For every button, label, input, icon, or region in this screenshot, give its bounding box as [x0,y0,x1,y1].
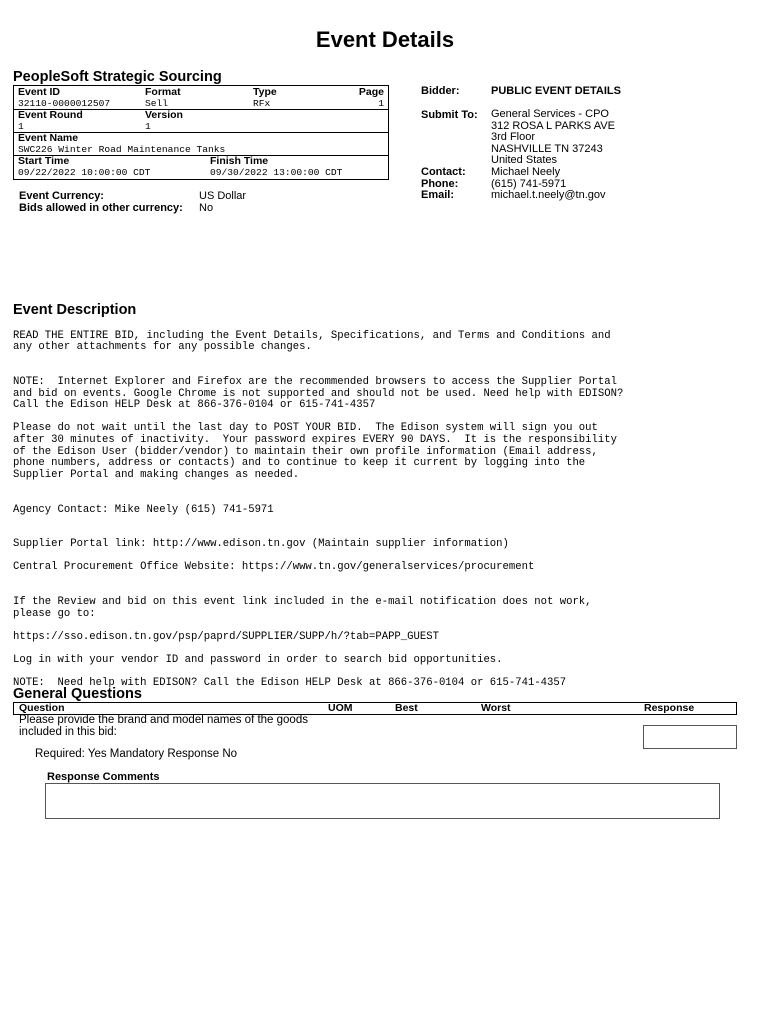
event-description-text [13,319,623,702]
other-currency-label: Bids allowed in other currency: [19,202,183,214]
event-name-value: SWC226 Winter Road Maintenance Tanks [18,144,226,155]
event-description-heading: Event Description [13,302,137,318]
description-line: READ THE ENTIRE BID, including the Event Details, Specifications, and Terms and Conditions and [13,329,611,342]
description-line: Call the Edison HELP Desk at 866-376-0104 or 615-741-4357 [13,399,376,412]
type-value: RFx [253,98,271,109]
currency-label: Event Currency: [19,190,104,202]
contact-value: Michael Neely [491,166,561,178]
description-line: after 30 minutes of inactivity. Your password expires EVERY 90 DAYS. It is the responsibility [13,433,617,446]
address-line: NASHVILLE TN 37243 [491,142,603,155]
description-line [13,481,623,493]
description-line: please go to: [13,607,96,620]
address-line: 312 ROSA L PARKS AVE [491,119,615,132]
col-response: Response [644,702,695,714]
email-label: Email: [421,189,455,202]
description-line: any other attachments for any possible changes. [13,341,312,354]
required-text: Required: Yes Mandatory Response No [35,748,238,760]
contact-labels [421,167,466,202]
col-worst: Worst [481,702,511,714]
bidder-label: Bidder: [421,85,460,97]
type-label: Type [253,86,277,98]
description-line: Supplier Portal and making changes as needed. [13,468,300,481]
description-line: Log in with your vendor ID and password in order to search bid opportunities. [13,654,503,667]
address-line: 3rd Floor [491,131,536,144]
start-time-value: 09/22/2022 10:00:00 CDT [18,167,151,178]
format-label: Format [145,86,181,98]
description-line [13,493,623,505]
general-questions-heading: General Questions [13,686,142,702]
contact-values [491,167,606,202]
event-round-label: Event Round [18,109,83,121]
page-value: 1 [378,98,384,109]
email-value: michael.t.neely@tn.gov [491,189,606,202]
system-name: PeopleSoft Strategic Sourcing [13,69,222,85]
finish-time-value: 09/30/2022 13:00:00 CDT [210,167,343,178]
question-line: included in this bid: [19,726,117,738]
description-line: Central Procurement Office Website: https://www.tn.gov/generalservices/procurement [13,561,535,574]
description-line [13,516,623,528]
address-line: General Services - CPO [491,108,609,120]
start-time-label: Start Time [18,155,70,167]
description-line: NOTE: Internet Explorer and Firefox are the recommended browsers to access the Supplier Portal [13,375,617,388]
response-comments-textarea[interactable] [45,783,720,819]
description-line [13,574,623,586]
format-value: Sell [145,98,169,109]
description-line: Agency Contact: Mike Neely (615) 741-5971 [13,503,274,516]
finish-time-label: Finish Time [210,155,269,167]
response-comments-label: Response Comments [47,771,160,783]
description-line: of the Edison User (bidder/vendor) to maintain their own profile information (Email address, [13,445,598,458]
event-name-label: Event Name [18,132,79,144]
col-uom: UOM [328,702,353,714]
page-label: Page [358,86,384,98]
description-line: phone numbers, address or contacts) and to continue to keep it current by logging into the [13,457,586,470]
description-line [13,354,623,366]
description-line: Supplier Portal link: http://www.edison.tn.gov (Maintain supplier information) [13,538,509,551]
currency-value: US Dollar [199,190,247,202]
submit-to-address [491,109,615,167]
col-best: Best [395,702,418,714]
event-id-label: Event ID [18,86,61,98]
other-currency-value: No [199,202,214,214]
version-label: Version [145,109,183,121]
event-round-value: 1 [18,121,24,132]
version-value: 1 [145,121,151,132]
contact-label: Contact: [421,166,466,178]
page-title: Event Details [315,27,455,52]
question-text [19,714,308,738]
phone-value: (615) 741-5971 [491,177,567,190]
description-line: https://sso.edison.tn.gov/psp/paprd/SUPPLIER/SUPP/h/?tab=PAPP_GUEST [13,631,439,644]
submit-to-label: Submit To: [421,109,478,121]
description-line: NOTE: Need help with EDISON? Call the Edison HELP Desk at 866-376-0104 or 615-741-4357 [13,677,567,690]
phone-label: Phone: [421,177,459,190]
description-line: If the Review and bid on this event link included in the e-mail notification does not work, [13,596,592,609]
event-id-value: 32110-0000012507 [18,98,111,109]
description-line: and bid on events. Google Chrome is not supported and should not be used. Need help with EDISON? [13,387,624,400]
bidder-value: PUBLIC EVENT DETAILS [491,85,621,97]
description-line: Please do not wait until the last day to POST YOUR BID. The Edison system will sign you out [13,422,598,435]
col-question: Question [19,702,65,714]
address-line: United States [491,154,558,167]
question-line: Please provide the brand and model names of the goods [19,714,308,726]
response-input[interactable] [643,725,737,749]
